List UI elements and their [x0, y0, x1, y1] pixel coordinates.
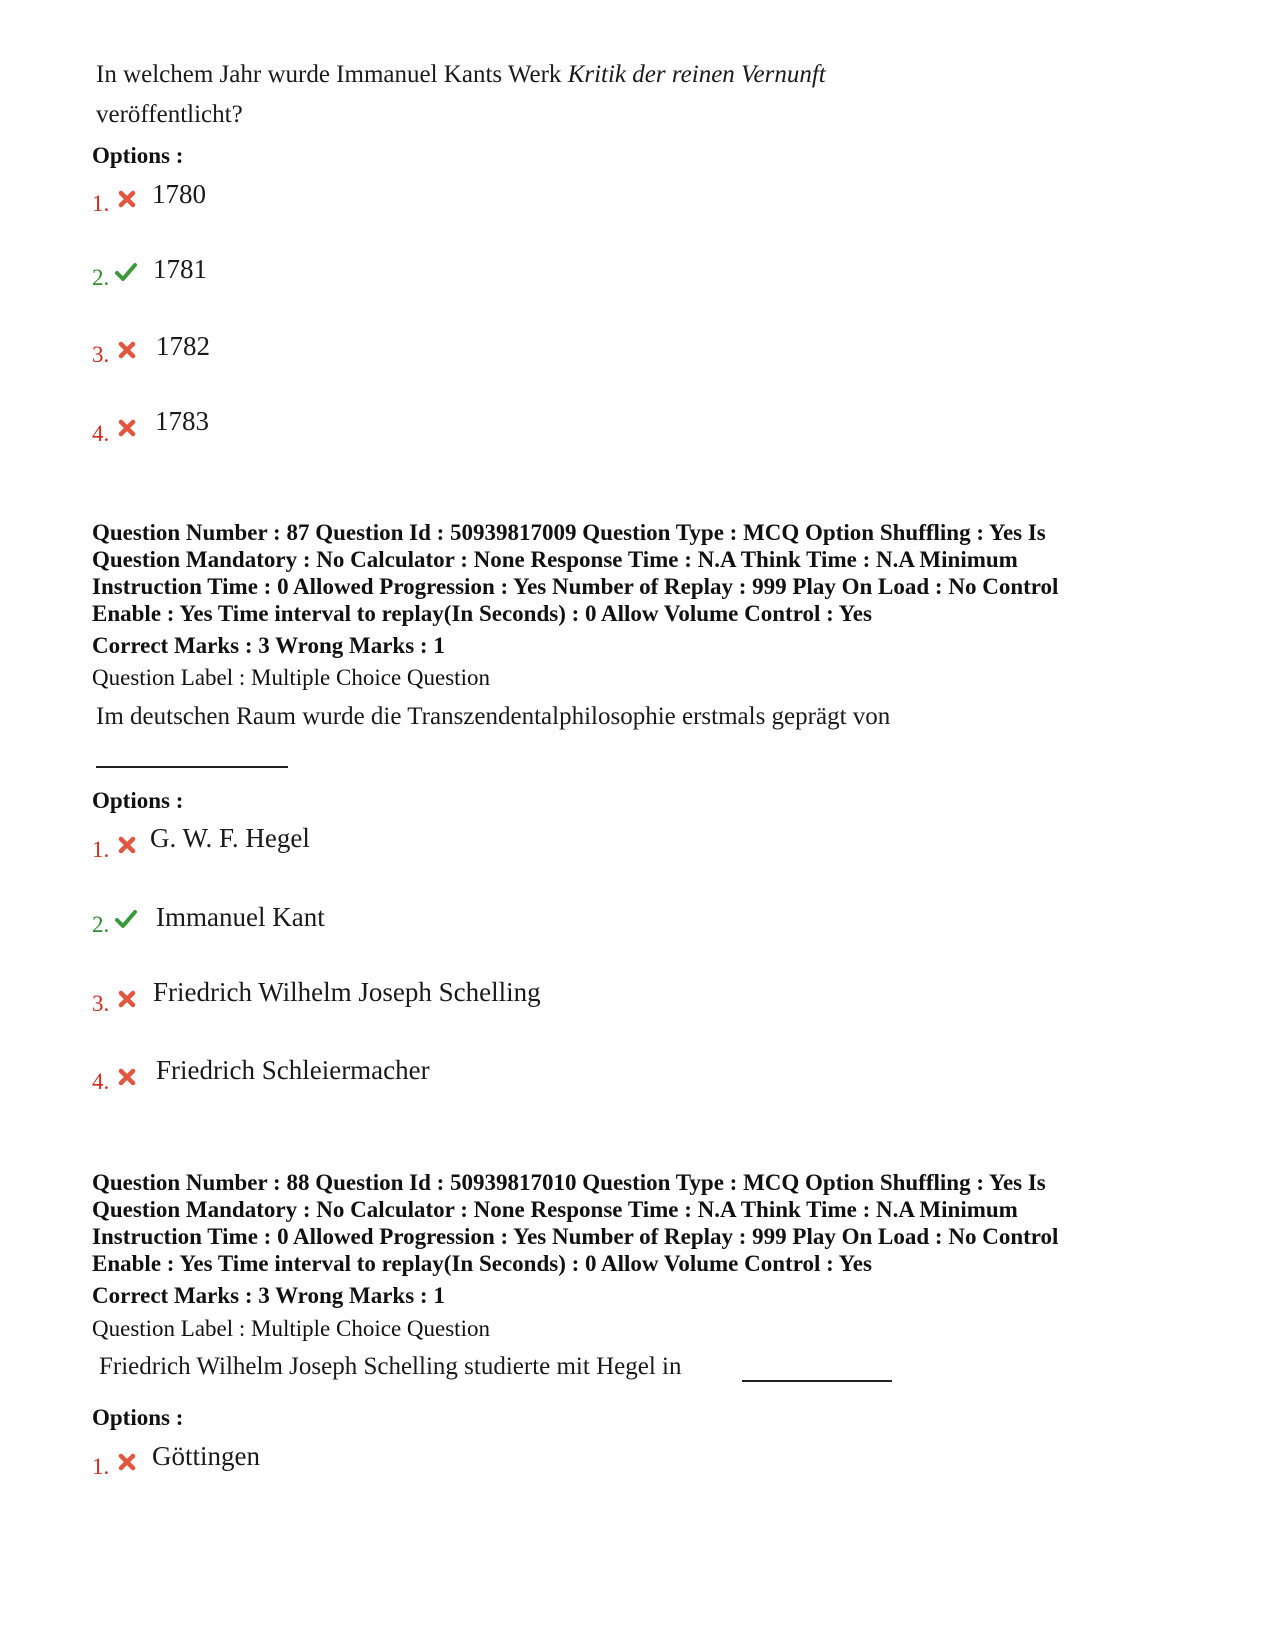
option-number: 1.: [92, 191, 110, 216]
cross-icon: [116, 188, 138, 210]
question-label: Question Label : Multiple Choice Question: [92, 1316, 490, 1341]
question-text-line2: veröffentlicht?: [96, 101, 243, 128]
option-number: 4.: [92, 1069, 110, 1094]
option-number: 1.: [92, 1454, 110, 1479]
question-text: Friedrich Wilhelm Joseph Schelling studierte mit Hegel in: [99, 1353, 682, 1380]
options-label: Options :: [92, 143, 184, 168]
question-text-italic: Kritik der reinen Vernunft: [567, 61, 826, 88]
option-text: 1783: [155, 406, 209, 436]
answer-blank: [96, 766, 288, 768]
question-meta-line: Enable : Yes Time interval to replay(In Seconds) : 0 Allow Volume Control : Yes: [92, 601, 872, 626]
option-text: 1781: [153, 254, 207, 284]
question-meta-line: Question Number : 88 Question Id : 50939817010 Question Type : MCQ Option Shuffling : Yes Is: [92, 1170, 1046, 1195]
question-meta-line: Question Number : 87 Question Id : 50939817009 Question Type : MCQ Option Shuffling : Yes Is: [92, 520, 1046, 545]
question-meta-line: Question Mandatory : No Calculator : None Response Time : N.A Think Time : N.A Minimum: [92, 547, 1018, 572]
cross-icon: [116, 417, 138, 439]
option-text: Friedrich Wilhelm Joseph Schelling: [153, 977, 541, 1007]
question-text: Im deutschen Raum wurde die Transzendentalphilosophie erstmals geprägt von: [96, 703, 891, 730]
answer-blank: [742, 1380, 892, 1382]
option-number: 2.: [92, 265, 110, 290]
cross-icon: [116, 1451, 138, 1473]
option-text: Friedrich Schleiermacher: [156, 1055, 430, 1085]
question-meta-line: Instruction Time : 0 Allowed Progression : Yes Number of Replay : 999 Play On Load : No Control: [92, 574, 1059, 599]
option-text: Immanuel Kant: [156, 902, 325, 932]
cross-icon: [116, 339, 138, 361]
question-meta-line: Question Mandatory : No Calculator : None Response Time : N.A Think Time : N.A Minimum: [92, 1197, 1018, 1222]
question-meta-line: Enable : Yes Time interval to replay(In Seconds) : 0 Allow Volume Control : Yes: [92, 1251, 872, 1276]
option-text: Göttingen: [152, 1441, 260, 1471]
marks-line: Correct Marks : 3 Wrong Marks : 1: [92, 1283, 445, 1308]
option-number: 2.: [92, 912, 110, 937]
cross-icon: [116, 834, 138, 856]
cross-icon: [116, 1066, 138, 1088]
option-text: G. W. F. Hegel: [150, 823, 310, 853]
options-label: Options :: [92, 1405, 184, 1430]
question-text: [96, 55, 826, 95]
question-meta-line: Instruction Time : 0 Allowed Progression : Yes Number of Replay : 999 Play On Load : No Control: [92, 1224, 1059, 1249]
option-number: 4.: [92, 421, 110, 446]
check-icon: [115, 261, 137, 283]
option-number: 3.: [92, 991, 110, 1016]
option-number: 1.: [92, 837, 110, 862]
marks-line: Correct Marks : 3 Wrong Marks : 1: [92, 633, 445, 658]
cross-icon: [116, 988, 138, 1010]
option-number: 3.: [92, 342, 110, 367]
question-label: Question Label : Multiple Choice Question: [92, 665, 490, 690]
question-text-part: In welchem Jahr wurde Immanuel Kants Werk: [96, 61, 568, 88]
check-icon: [115, 908, 137, 930]
options-label: Options :: [92, 788, 184, 813]
option-text: 1780: [152, 179, 206, 209]
option-text: 1782: [156, 331, 210, 361]
